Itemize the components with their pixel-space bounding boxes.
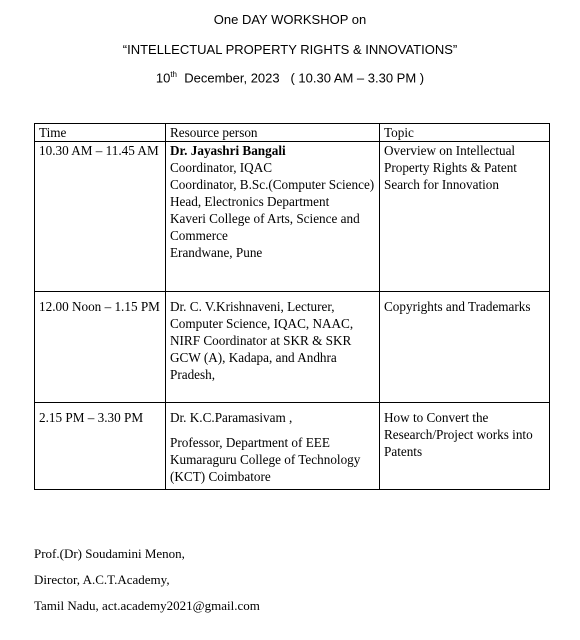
signatory-name: Prof.(Dr) Soudamini Menon, (34, 546, 185, 561)
column-header-resource-person: Resource person (166, 124, 380, 142)
workshop-heading: One DAY WORKSHOP on (213, 12, 367, 27)
resource-person-cell: Dr. C. V.Krishnaveni, Lecturer, Computer Science, IQAC, NAAC, NIRF Coordinator at SKR & SKR GCW (A), Kadapa, and Andhra Pradesh, (166, 292, 380, 403)
speaker-detail-line: Kaveri College of Arts, Science and Commerce (170, 211, 360, 243)
speaker-detail-line: Coordinator, B.Sc.(Computer Science) (170, 177, 375, 192)
column-header-topic: Topic (380, 124, 550, 142)
table-row (35, 142, 550, 292)
speaker-detail-line: Erandwane, Pune (170, 245, 263, 260)
speaker-name: Dr. Jayashri Bangali (170, 143, 286, 158)
table-header-row (35, 124, 550, 142)
resource-person-cell (166, 142, 380, 292)
date-rest: December, 2023 ( 10.30 AM – 3.30 PM ) (177, 70, 425, 86)
time-cell: 2.15 PM – 3.30 PM (35, 403, 166, 490)
time-cell: 10.30 AM – 11.45 AM (35, 142, 166, 292)
table-row (35, 292, 550, 403)
topic-cell: Copyrights and Trademarks (380, 292, 550, 403)
signatory-contact: Tamil Nadu, act.academy2021@gmail.com (34, 598, 260, 613)
speaker-detail: Professor, Department of EEE Kumaraguru College of Technology (KCT) Coimbatore (170, 435, 361, 484)
topic-cell: How to Convert the Research/Project works into Patents (380, 403, 550, 490)
schedule-table (34, 123, 550, 490)
signatory-title: Director, A.C.T.Academy, (34, 572, 170, 587)
date-day: 10 (155, 70, 171, 86)
resource-person-cell (166, 403, 380, 490)
speaker-detail-line: Head, Electronics Department (170, 194, 330, 209)
workshop-title: “INTELLECTUAL PROPERTY RIGHTS & INNOVATIONS” (122, 42, 458, 57)
topic-cell: Overview on Intellectual Property Rights & Patent Search for Innovation (380, 142, 550, 292)
workshop-date (0, 70, 580, 85)
speaker-name: Dr. K.C.Paramasivam , (170, 410, 293, 425)
column-header-time: Time (35, 124, 166, 142)
table-row (35, 403, 550, 490)
time-cell: 12.00 Noon – 1.15 PM (35, 292, 166, 403)
date-suffix: th (170, 70, 177, 79)
speaker-detail-line: Coordinator, IQAC (170, 160, 273, 175)
